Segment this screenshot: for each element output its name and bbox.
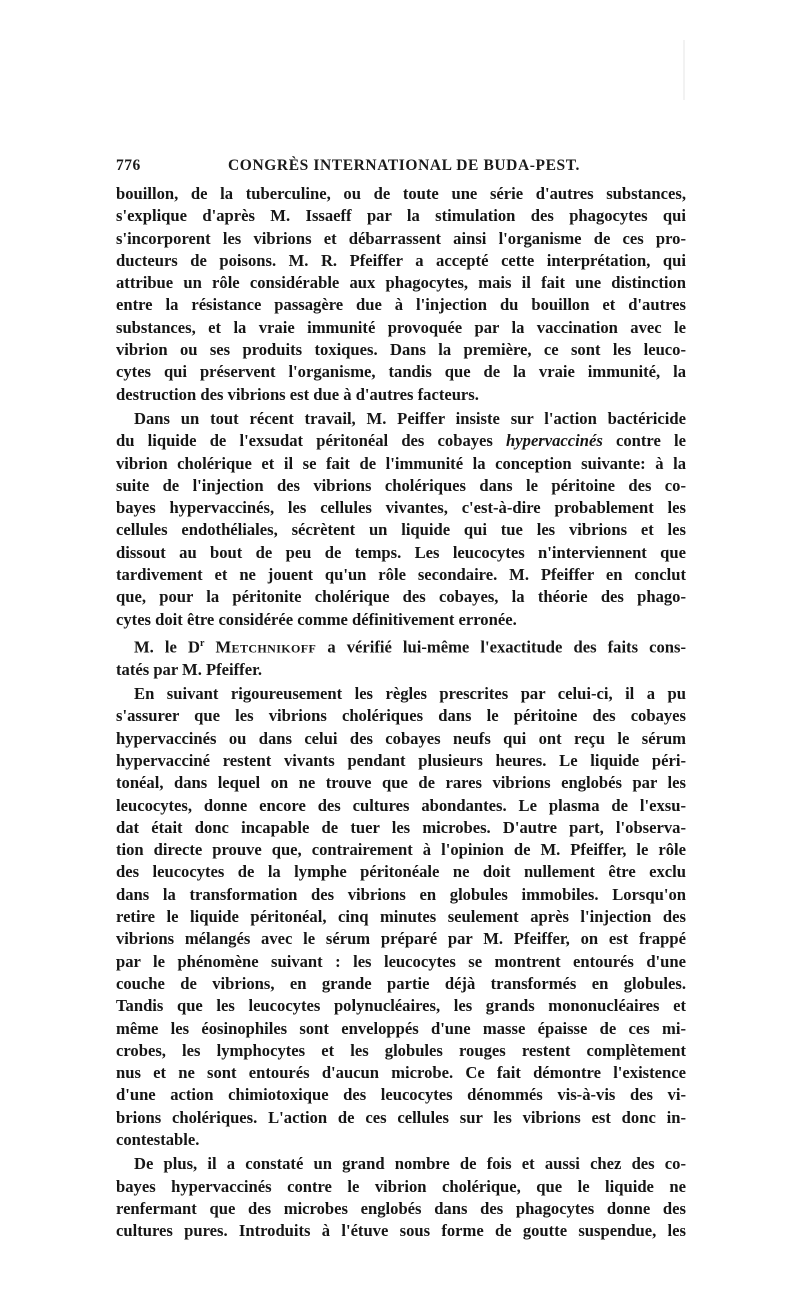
text-line: substances, et la vraie immunité provoquée par la vaccination avec le xyxy=(116,317,686,337)
superscript: r xyxy=(199,637,205,649)
page-header xyxy=(116,157,686,179)
running-title: CONGRÈS INTERNATIONAL DE BUDA-PEST. xyxy=(228,157,581,174)
text-fragment: contre le xyxy=(602,431,686,451)
text-line: destruction des vibrions est due à d'autres facteurs. xyxy=(116,384,479,404)
text-line: bayes hypervaccinés, les cellules vivantes, c'est-à-dire probablement les xyxy=(116,498,686,518)
paragraph-3 xyxy=(116,633,686,681)
text-line: couche de vibrions, en grande partie déjà transformés en globules. xyxy=(116,973,686,993)
author-name: Metchnikoff xyxy=(215,637,317,657)
text-line: attribue un rôle considérable aux phagocytes, mais il fait une distinction xyxy=(116,273,686,293)
text-line: bayes hypervaccinés contre le vibrion cholérique, que le liquide ne xyxy=(116,1176,686,1196)
text-fragment: M. le D xyxy=(134,637,200,657)
text-line: retire le liquide péritonéal, cinq minutes seulement après l'injection des xyxy=(116,907,686,927)
text-line: tardivement et ne jouent qu'un rôle secondaire. M. Pfeiffer en conclut xyxy=(116,565,686,585)
text-line: d'une action chimiotoxique des leucocytes dénommés vis-à-vis des vi- xyxy=(116,1085,686,1105)
text-line: suite de l'injection des vibrions cholériques dans le péritoine des co- xyxy=(116,475,686,495)
paragraph-5 xyxy=(116,1153,686,1242)
text-line: par le phénomène suivant : les leucocytes se montrent entourés d'une xyxy=(116,951,686,971)
scan-artifact xyxy=(683,40,685,100)
text-line: vibrions mélangés avec le sérum préparé par M. Pfeiffer, on est frappé xyxy=(116,929,686,949)
text-line: s'incorporent les vibrions et débarrassent ainsi l'organisme de ces pro- xyxy=(116,228,686,248)
text-line: crobes, les lymphocytes et les globules rouges restent complètement xyxy=(116,1040,686,1060)
text-line: cellules endothéliales, sécrètent un liquide qui tue les vibrions et les xyxy=(116,520,686,540)
text-line: dans la transformation des vibrions en globules immobiles. Lorsqu'on xyxy=(116,884,686,904)
text-line: ducteurs de poisons. M. R. Pfeiffer a accepté cette interprétation, qui xyxy=(116,250,686,270)
text-line: Tandis que les leucocytes polynucléaires, les grands mononucléaires et xyxy=(116,996,686,1016)
text-line: des leucocytes de la lymphe péritonéale ne doit nullement être exclu xyxy=(116,862,686,882)
text-line: tion directe prouve que, contrairement à l'opinion de M. Pfeiffer, le rôle xyxy=(116,840,686,860)
text-line: entre la résistance passagère due à l'injection du bouillon et d'autres xyxy=(116,295,686,315)
text-line: cytes qui préservent l'organisme, tandis que de la vraie immunité, la xyxy=(116,362,686,382)
text-line: Dans un tout récent travail, M. Peiffer insiste sur l'action bactéricide xyxy=(134,408,686,428)
text-line: vibrion ou ses produits toxiques. Dans la première, ce sont les leuco- xyxy=(116,340,686,360)
text-line: s'explique d'après M. Issaeff par la stimulation des phagocytes qui xyxy=(116,206,686,226)
text-line: cultures pures. Introduits à l'étuve sous forme de goutte suspendue, les xyxy=(116,1221,686,1241)
text-line: tatés par M. Pfeiffer. xyxy=(116,659,263,679)
text-line: leucocytes, donne encore des cultures abondantes. Le plasma de l'exsu- xyxy=(116,795,686,815)
paragraph-4 xyxy=(116,683,686,1151)
text-line: même les éosinophiles sont enveloppés d'une masse épaisse de ces mi- xyxy=(116,1018,686,1038)
paragraph-2 xyxy=(116,408,686,631)
paragraph-1 xyxy=(116,183,686,406)
text-line: renfermant que des microbes englobés dans des phagocytes donne des xyxy=(116,1198,686,1218)
text-line: En suivant rigoureusement les règles prescrites par celui-ci, il a pu xyxy=(134,684,686,704)
text-line: contestable. xyxy=(116,1130,200,1149)
text-line: vibrion cholérique et il se fait de l'immunité la conception suivante: à la xyxy=(116,453,686,473)
text-line: hypervaccinés ou dans celui des cobayes neufs qui ont reçu le sérum xyxy=(116,728,686,748)
text-line: bouillon, de la tuberculine, ou de toute une série d'autres substances, xyxy=(116,184,686,203)
page-number: 776 xyxy=(116,157,141,174)
text-line: nus et ne sont entourés d'aucun microbe. Ce fait démontre l'existence xyxy=(116,1063,686,1083)
text-line: brions cholériques. L'action de ces cellules sur les vibrions est donc in- xyxy=(116,1107,686,1127)
italic-term: hypervaccinés xyxy=(506,431,603,451)
body-text xyxy=(116,183,686,1244)
text-line: s'assurer que les vibrions cholériques dans le péritoine des cobayes xyxy=(116,706,686,726)
text-fragment: du liquide de l'exsudat péritonéal des cobayes xyxy=(116,431,507,451)
text-line: De plus, il a constaté un grand nombre de fois et aussi chez des co- xyxy=(134,1154,686,1174)
text-line: tonéal, dans lequel on ne trouve que de rares vibrions englobés par les xyxy=(116,773,686,793)
text-line: dissout au bout de peu de temps. Les leucocytes n'interviennent que xyxy=(116,542,686,562)
text-fragment: a vérifié lui-même l'exactitude des faits cons- xyxy=(316,637,686,657)
text-line: dat était donc incapable de tuer les microbes. D'autre part, l'observa- xyxy=(116,817,686,837)
text-line-with-italic xyxy=(116,430,686,452)
text-line-with-name xyxy=(116,633,686,659)
text-line: cytes doit être considérée comme définitivement erronée. xyxy=(116,609,517,629)
text-line: que, pour la péritonite cholérique des cobayes, la théorie des phago- xyxy=(116,587,686,607)
text-line: hypervacciné restent vivants pendant plusieurs heures. Le liquide péri- xyxy=(116,750,686,770)
